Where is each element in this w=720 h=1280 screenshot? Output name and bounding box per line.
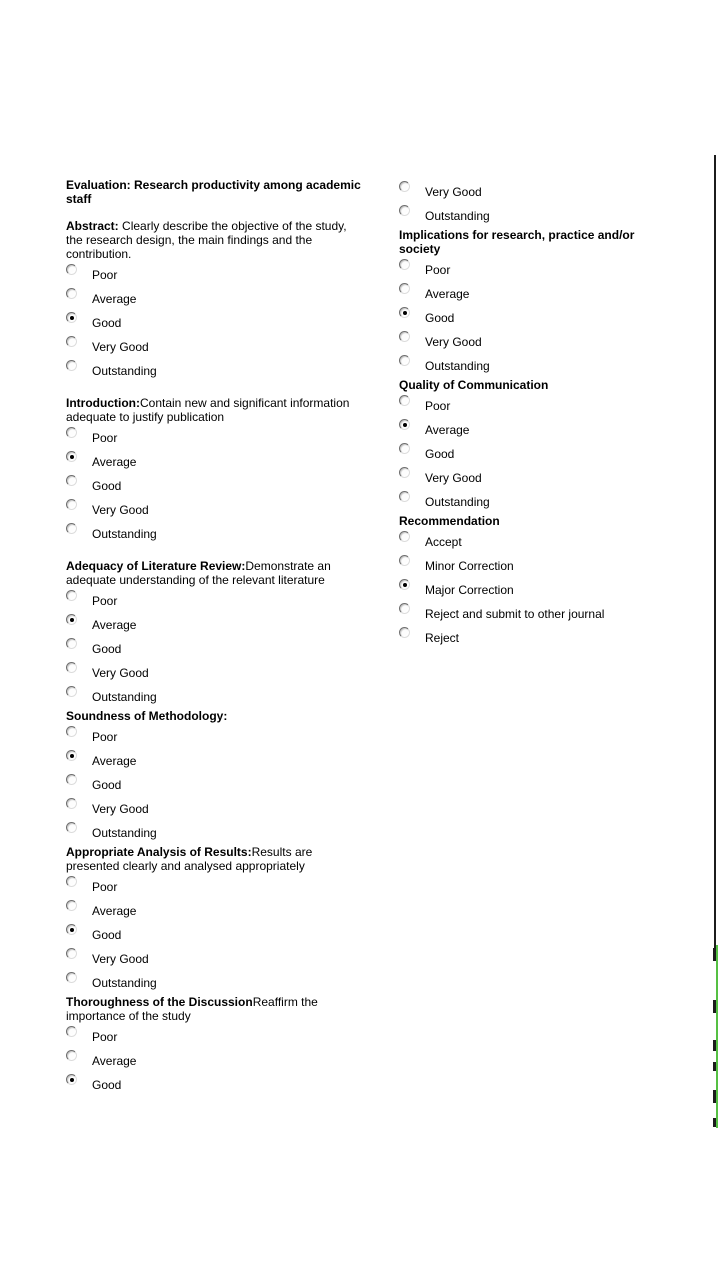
- radio-option-methodology-average[interactable]: [66, 749, 366, 773]
- radio-option-label[interactable]: Outstanding: [92, 690, 157, 704]
- radio-button-icon[interactable]: [66, 1074, 77, 1085]
- radio-option-methodology-very-good[interactable]: [66, 797, 366, 821]
- radio-dot: [70, 1078, 74, 1082]
- radio-option-communication-average[interactable]: [399, 418, 657, 442]
- radio-button-icon[interactable]: [66, 590, 77, 601]
- radio-option-label[interactable]: Poor: [425, 263, 451, 277]
- radio-button-icon[interactable]: [399, 443, 410, 454]
- radio-option-label[interactable]: Average: [92, 292, 137, 306]
- radio-button-icon[interactable]: [399, 531, 410, 542]
- question-heading-communication: [399, 378, 657, 392]
- radio-option-abstract-average[interactable]: [66, 287, 366, 311]
- heading-bold-text: Adequacy of Literature Review:: [66, 559, 246, 573]
- radio-button-icon[interactable]: [66, 686, 77, 697]
- radio-option-implications-outstanding[interactable]: [399, 354, 657, 378]
- heading-bold-text: Recommendation: [399, 514, 500, 528]
- radio-option-abstract-outstanding[interactable]: [66, 359, 366, 383]
- radio-dot: [403, 583, 407, 587]
- radio-button-icon[interactable]: [399, 419, 410, 430]
- heading-bold-text: Implications for research, practice and/or society: [399, 228, 635, 256]
- radio-option-label[interactable]: Good: [92, 479, 122, 493]
- question-heading-recommendation: [399, 514, 657, 528]
- radio-option-analysis-of-results-poor[interactable]: [66, 875, 366, 899]
- radio-button-icon[interactable]: [399, 205, 410, 216]
- radio-dot: [403, 311, 407, 315]
- radio-button-icon[interactable]: [66, 662, 77, 673]
- radio-option-label[interactable]: Major Correction: [425, 583, 514, 597]
- radio-option-label[interactable]: Poor: [92, 431, 118, 445]
- radio-option-discussion-outstanding[interactable]: [399, 204, 657, 228]
- radio-button-icon[interactable]: [66, 523, 77, 534]
- radio-button-icon[interactable]: [399, 395, 410, 406]
- radio-button-icon[interactable]: [66, 948, 77, 959]
- radio-option-label[interactable]: Very Good: [92, 802, 149, 816]
- question-heading-discussion: [66, 995, 366, 1023]
- radio-option-label[interactable]: Average: [92, 455, 137, 469]
- radio-option-recommendation-minor-correction[interactable]: [399, 554, 657, 578]
- radio-button-icon[interactable]: [66, 822, 77, 833]
- radio-option-analysis-of-results-very-good[interactable]: [66, 947, 366, 971]
- radio-option-label[interactable]: Average: [92, 754, 137, 768]
- radio-option-label[interactable]: Good: [425, 447, 455, 461]
- radio-option-label[interactable]: Poor: [92, 268, 118, 282]
- form-column-2: [399, 180, 657, 650]
- radio-button-icon[interactable]: [66, 499, 77, 510]
- radio-dot: [70, 455, 74, 459]
- radio-option-communication-poor[interactable]: [399, 394, 657, 418]
- radio-option-implications-poor[interactable]: [399, 258, 657, 282]
- radio-option-label[interactable]: Average: [425, 287, 470, 301]
- radio-option-discussion-very-good[interactable]: [399, 180, 657, 204]
- heading-bold-text: Abstract:: [66, 219, 119, 233]
- radio-dot: [70, 316, 74, 320]
- radio-option-label[interactable]: Poor: [92, 880, 118, 894]
- radio-option-label[interactable]: Good: [92, 778, 122, 792]
- radio-button-icon[interactable]: [399, 627, 410, 638]
- radio-option-label[interactable]: Good: [92, 316, 122, 330]
- radio-button-icon[interactable]: [66, 288, 77, 299]
- form-title: [66, 178, 366, 206]
- radio-button-icon[interactable]: [399, 355, 410, 366]
- radio-option-introduction-average[interactable]: [66, 450, 366, 474]
- radio-option-methodology-good[interactable]: [66, 773, 366, 797]
- heading-bold-text: Appropriate Analysis of Results:: [66, 845, 252, 859]
- radio-option-recommendation-major-correction[interactable]: [399, 578, 657, 602]
- radio-option-label[interactable]: Very Good: [425, 335, 482, 349]
- heading-bold-text: Thoroughness of the Discussion: [66, 995, 253, 1009]
- radio-option-label[interactable]: Good: [92, 1078, 122, 1092]
- question-heading-literature-review: [66, 559, 366, 587]
- radio-button-icon[interactable]: [66, 876, 77, 887]
- radio-option-label[interactable]: Outstanding: [425, 209, 490, 223]
- edge-dash: [713, 1062, 716, 1071]
- radio-button-icon[interactable]: [66, 900, 77, 911]
- radio-option-label[interactable]: Poor: [92, 1030, 118, 1044]
- radio-option-label[interactable]: Reject and submit to other journal: [425, 607, 605, 621]
- radio-option-implications-average[interactable]: [399, 282, 657, 306]
- question-heading-abstract: [66, 219, 366, 261]
- radio-option-introduction-good[interactable]: [66, 474, 366, 498]
- radio-option-label[interactable]: Average: [92, 618, 137, 632]
- radio-option-label[interactable]: Good: [92, 928, 122, 942]
- edge-dash: [713, 1040, 716, 1051]
- heading-bold-text: Soundness of Methodology:: [66, 709, 228, 723]
- radio-option-abstract-good[interactable]: [66, 311, 366, 335]
- radio-button-icon[interactable]: [399, 491, 410, 502]
- radio-option-label[interactable]: Average: [92, 1054, 137, 1068]
- question-heading-analysis-of-results: [66, 845, 366, 873]
- radio-button-icon[interactable]: [399, 603, 410, 614]
- radio-dot: [70, 618, 74, 622]
- heading-bold-text: Quality of Communication: [399, 378, 549, 392]
- radio-option-communication-very-good[interactable]: [399, 466, 657, 490]
- radio-button-icon[interactable]: [66, 798, 77, 809]
- radio-button-icon[interactable]: [66, 336, 77, 347]
- radio-button-icon[interactable]: [399, 579, 410, 590]
- heading-bold-text: Evaluation: Research productivity among academic staff: [66, 178, 361, 206]
- radio-option-introduction-poor[interactable]: [66, 426, 366, 450]
- radio-option-literature-review-good[interactable]: [66, 637, 366, 661]
- radio-option-label[interactable]: Average: [425, 423, 470, 437]
- radio-option-literature-review-average[interactable]: [66, 613, 366, 637]
- radio-option-label[interactable]: Outstanding: [92, 364, 157, 378]
- heading-normal-text: Demonstrate an adequate understanding of the relevant literature: [66, 559, 331, 587]
- radio-option-label[interactable]: Outstanding: [92, 527, 157, 541]
- radio-button-icon[interactable]: [66, 312, 77, 323]
- heading-bold-text: Introduction:: [66, 396, 140, 410]
- radio-option-methodology-poor[interactable]: [66, 725, 366, 749]
- radio-button-icon[interactable]: [399, 259, 410, 270]
- radio-option-introduction-outstanding[interactable]: [66, 522, 366, 546]
- radio-option-label[interactable]: Poor: [425, 399, 451, 413]
- radio-option-label[interactable]: Good: [425, 311, 455, 325]
- radio-option-label[interactable]: Very Good: [92, 666, 149, 680]
- radio-button-icon[interactable]: [66, 451, 77, 462]
- radio-option-label[interactable]: Reject: [425, 631, 460, 645]
- radio-option-label[interactable]: Poor: [92, 594, 118, 608]
- radio-dot: [70, 928, 74, 932]
- radio-button-icon[interactable]: [399, 283, 410, 294]
- radio-option-label[interactable]: Very Good: [92, 952, 149, 966]
- edge-dash: [713, 1090, 716, 1103]
- radio-button-icon[interactable]: [399, 307, 410, 318]
- radio-option-literature-review-poor[interactable]: [66, 589, 366, 613]
- radio-button-icon[interactable]: [399, 467, 410, 478]
- radio-option-analysis-of-results-good[interactable]: [66, 923, 366, 947]
- radio-button-icon[interactable]: [399, 555, 410, 566]
- radio-dot: [403, 423, 407, 427]
- radio-option-label[interactable]: Very Good: [425, 185, 482, 199]
- radio-option-implications-good[interactable]: [399, 306, 657, 330]
- heading-normal-text: Reaffirm the importance of the study: [66, 995, 318, 1023]
- radio-button-icon[interactable]: [66, 1026, 77, 1037]
- radio-option-label[interactable]: Good: [92, 642, 122, 656]
- radio-option-recommendation-reject[interactable]: [399, 626, 657, 650]
- question-heading-introduction: [66, 396, 366, 424]
- edge-dash: [713, 1000, 716, 1013]
- radio-option-literature-review-outstanding[interactable]: [66, 685, 366, 709]
- radio-button-icon[interactable]: [66, 475, 77, 486]
- radio-button-icon[interactable]: [66, 774, 77, 785]
- radio-button-icon[interactable]: [66, 924, 77, 935]
- radio-button-icon[interactable]: [66, 1050, 77, 1061]
- radio-option-communication-outstanding[interactable]: [399, 490, 657, 514]
- radio-option-label[interactable]: Minor Correction: [425, 559, 514, 573]
- radio-button-icon[interactable]: [66, 638, 77, 649]
- edge-dash: [713, 1118, 716, 1127]
- form-column-1: [66, 178, 366, 1097]
- radio-button-icon[interactable]: [66, 726, 77, 737]
- heading-normal-text: Results are presented clearly and analysed appropriately: [66, 845, 313, 873]
- radio-option-label[interactable]: Outstanding: [425, 495, 490, 509]
- radio-option-analysis-of-results-outstanding[interactable]: [66, 971, 366, 995]
- radio-option-analysis-of-results-average[interactable]: [66, 899, 366, 923]
- radio-option-label[interactable]: Poor: [92, 730, 118, 744]
- question-heading-methodology: [66, 709, 366, 723]
- heading-normal-text: Contain new and significant information adequate to justify publication: [66, 396, 350, 424]
- edge-dash: [713, 948, 716, 961]
- radio-option-introduction-very-good[interactable]: [66, 498, 366, 522]
- radio-option-label[interactable]: Outstanding: [92, 826, 157, 840]
- radio-option-discussion-average[interactable]: [66, 1049, 366, 1073]
- radio-button-icon[interactable]: [399, 331, 410, 342]
- radio-button-icon[interactable]: [66, 750, 77, 761]
- radio-button-icon[interactable]: [66, 972, 77, 983]
- question-heading-implications: [399, 228, 657, 256]
- radio-option-abstract-very-good[interactable]: [66, 335, 366, 359]
- radio-option-abstract-poor[interactable]: [66, 263, 366, 287]
- radio-option-communication-good[interactable]: [399, 442, 657, 466]
- radio-option-recommendation-reject-and-submit-to-other-journal[interactable]: [399, 602, 657, 626]
- radio-option-label[interactable]: Outstanding: [92, 976, 157, 990]
- radio-option-label[interactable]: Outstanding: [425, 359, 490, 373]
- radio-option-recommendation-accept[interactable]: [399, 530, 657, 554]
- window-edge-line: [714, 155, 716, 948]
- radio-option-discussion-poor[interactable]: [66, 1025, 366, 1049]
- radio-button-icon[interactable]: [399, 181, 410, 192]
- radio-dot: [70, 754, 74, 758]
- radio-option-implications-very-good[interactable]: [399, 330, 657, 354]
- heading-normal-text: Clearly describe the objective of the study, the research design, the main findings and the contribution.: [66, 219, 347, 261]
- radio-button-icon[interactable]: [66, 614, 77, 625]
- radio-button-icon[interactable]: [66, 264, 77, 275]
- radio-option-label[interactable]: Very Good: [425, 471, 482, 485]
- radio-option-literature-review-very-good[interactable]: [66, 661, 366, 685]
- radio-option-label[interactable]: Accept: [425, 535, 462, 549]
- radio-button-icon[interactable]: [66, 360, 77, 371]
- radio-option-label[interactable]: Very Good: [92, 503, 149, 517]
- radio-option-label[interactable]: Very Good: [92, 340, 149, 354]
- radio-option-label[interactable]: Average: [92, 904, 137, 918]
- edge-progress-line: [716, 945, 718, 1128]
- radio-option-discussion-good[interactable]: [66, 1073, 366, 1097]
- radio-button-icon[interactable]: [66, 427, 77, 438]
- radio-option-methodology-outstanding[interactable]: [66, 821, 366, 845]
